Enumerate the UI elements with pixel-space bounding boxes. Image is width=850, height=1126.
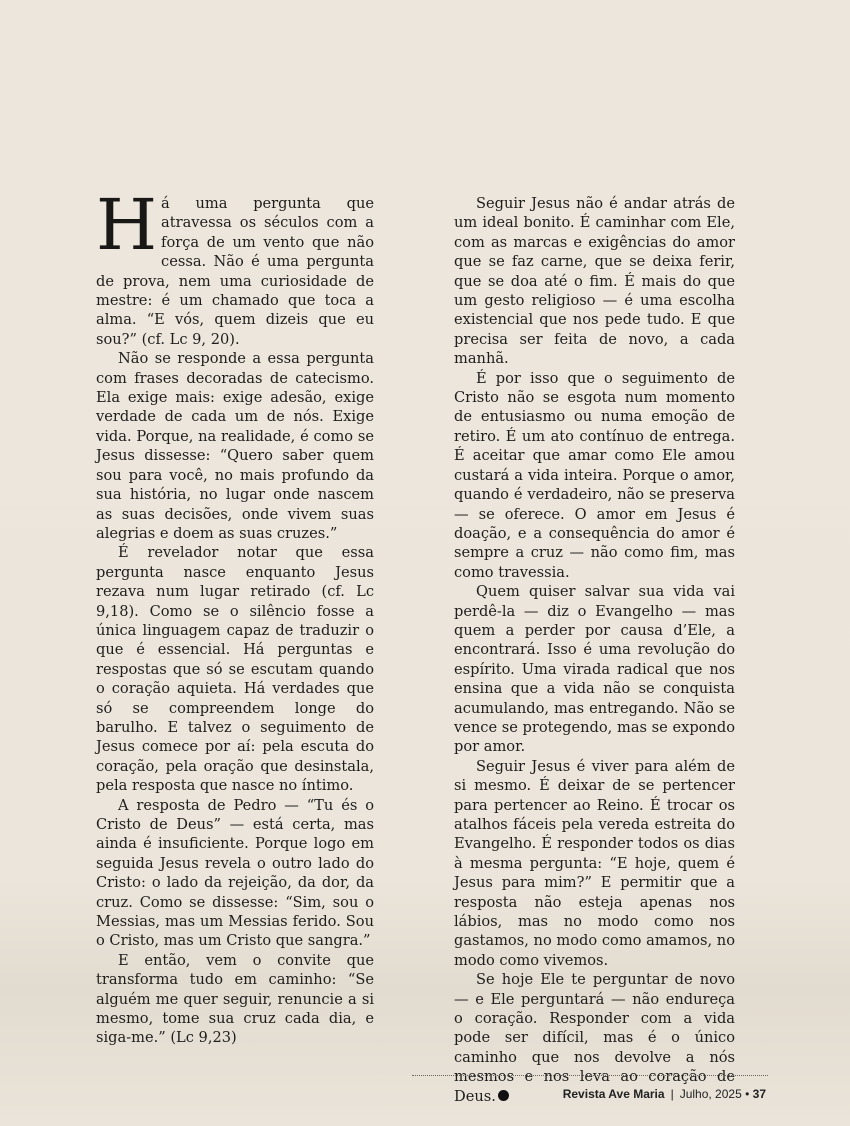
page-footer xyxy=(563,1087,766,1101)
article-paragraph: E então, vem o convite que transforma tudo em caminho: “Se alguém me quer seguir, renuncie a si mesmo, tome sua cruz cada dia, e siga-me.” (Lc 9,23) xyxy=(96,951,374,1047)
end-of-article-bullet-icon xyxy=(498,1090,509,1101)
article-paragraph xyxy=(454,970,735,1106)
article-paragraph: Não se responde a essa pergunta com frases decoradas de catecismo. Ela exige mais: exige adesão, exige verdade de cada um de nós. Exige vida. Porque, na realidade, é como se Jesus dissesse: “Quero saber quem sou para você, no mais profundo da sua história, no lugar onde nascem as suas decisões, onde vivem suas alegrias e doem as suas cruzes.” xyxy=(96,350,374,542)
article-paragraph: É por isso que o seguimento de Cristo não se esgota num momento de entusiasmo ou numa emoção de retiro. É um ato contínuo de entrega. É aceitar que amar como Ele amou custará a vida inteira. Porque o amor, quando é verdadeiro, não se preserva — se oferece. O amor em Jesus é doação, e a consequência do amor é sempre a cruz — não como fim, mas como travessia. xyxy=(454,369,735,581)
issue-date: Julho, 2025 xyxy=(679,1087,742,1101)
article-left-column xyxy=(96,184,374,1048)
article-right-column xyxy=(454,194,735,1106)
article-paragraph: Seguir Jesus é viver para além de si mesmo. É deixar de se pertencer para pertencer ao Reino. É trocar os atalhos fáceis pela vereda estreita do Evangelho. É responder todos os dias à mesma pergunta: “E hoje, quem é Jesus para mim?” E permitir que a resposta não esteja apenas nos lábios, mas no modo como nos gastamos, no modo como amamos, no modo como vivemos. xyxy=(454,757,735,969)
page-number: 37 xyxy=(752,1087,766,1101)
footer-bullet: • xyxy=(745,1087,750,1101)
paragraph-text: á uma pergunta que atravessa os séculos com a força de um vento que não cessa. Não é uma pergunta de prova, nem uma curiosidade de mestre: é um chamado que toca a alma. “E vós, quem dizeis que eu sou?” (cf. Lc 9, 20). xyxy=(96,195,374,348)
article-paragraph: Quem quiser salvar sua vida vai perdê-la — diz o Evangelho — mas quem a perder por causa d’Ele, a encontrará. Isso é uma revolução do espírito. Uma virada radical que nos ensina que a vida não se conquista acumulando, mas entregando. Não se vence se protegendo, mas se expondo por amor. xyxy=(454,583,735,756)
article-paragraph: É revelador notar que essa pergunta nasce enquanto Jesus rezava num lugar retirado (cf. Lc 9,18). Como se o silêncio fosse a única linguagem capaz de traduzir o que é essencial. Há perguntas e respostas que só se escutam quando o coração aquieta. Há verdades que só se compreendem longe do barulho. E talvez o seguimento de Jesus comece por aí: pela escuta do coração, pela oração que desinstala, pela resposta que nasce no íntimo. xyxy=(96,544,374,795)
drop-cap: H xyxy=(96,184,158,266)
paragraph-text: Se hoje Ele te perguntar de novo — e Ele perguntará — não endureça o coração. Responder com a vida pode ser difícil, mas é o único caminho que nos devolve a nós mesmos e nos leva ao coração de Deus. xyxy=(454,971,735,1105)
article-paragraph: Seguir Jesus não é andar atrás de um ideal bonito. É caminhar com Ele, com as marcas e exigências do amor que se faz carne, que se deixa ferir, que se doa até o fim. É mais do que um gesto religioso — é uma escolha existencial que nos pede tudo. E que precisa ser feita de novo, a cada manhã. xyxy=(454,195,735,368)
footer-separator: | xyxy=(670,1087,674,1101)
magazine-name: Revista Ave Maria xyxy=(562,1087,665,1101)
article-paragraph: A resposta de Pedro — “Tu és o Cristo de Deus” — está certa, mas ainda é insuficiente. Porque logo em seguida Jesus revela o outro lado do Cristo: o lado da rejeição, da dor, da cruz. Como se dissesse: “Sim, sou o Messias, mas um Messias ferido. Sou o Cristo, mas um Cristo que sangra.” xyxy=(96,796,374,950)
article-paragraph xyxy=(96,184,374,349)
footer-divider xyxy=(412,1075,768,1076)
